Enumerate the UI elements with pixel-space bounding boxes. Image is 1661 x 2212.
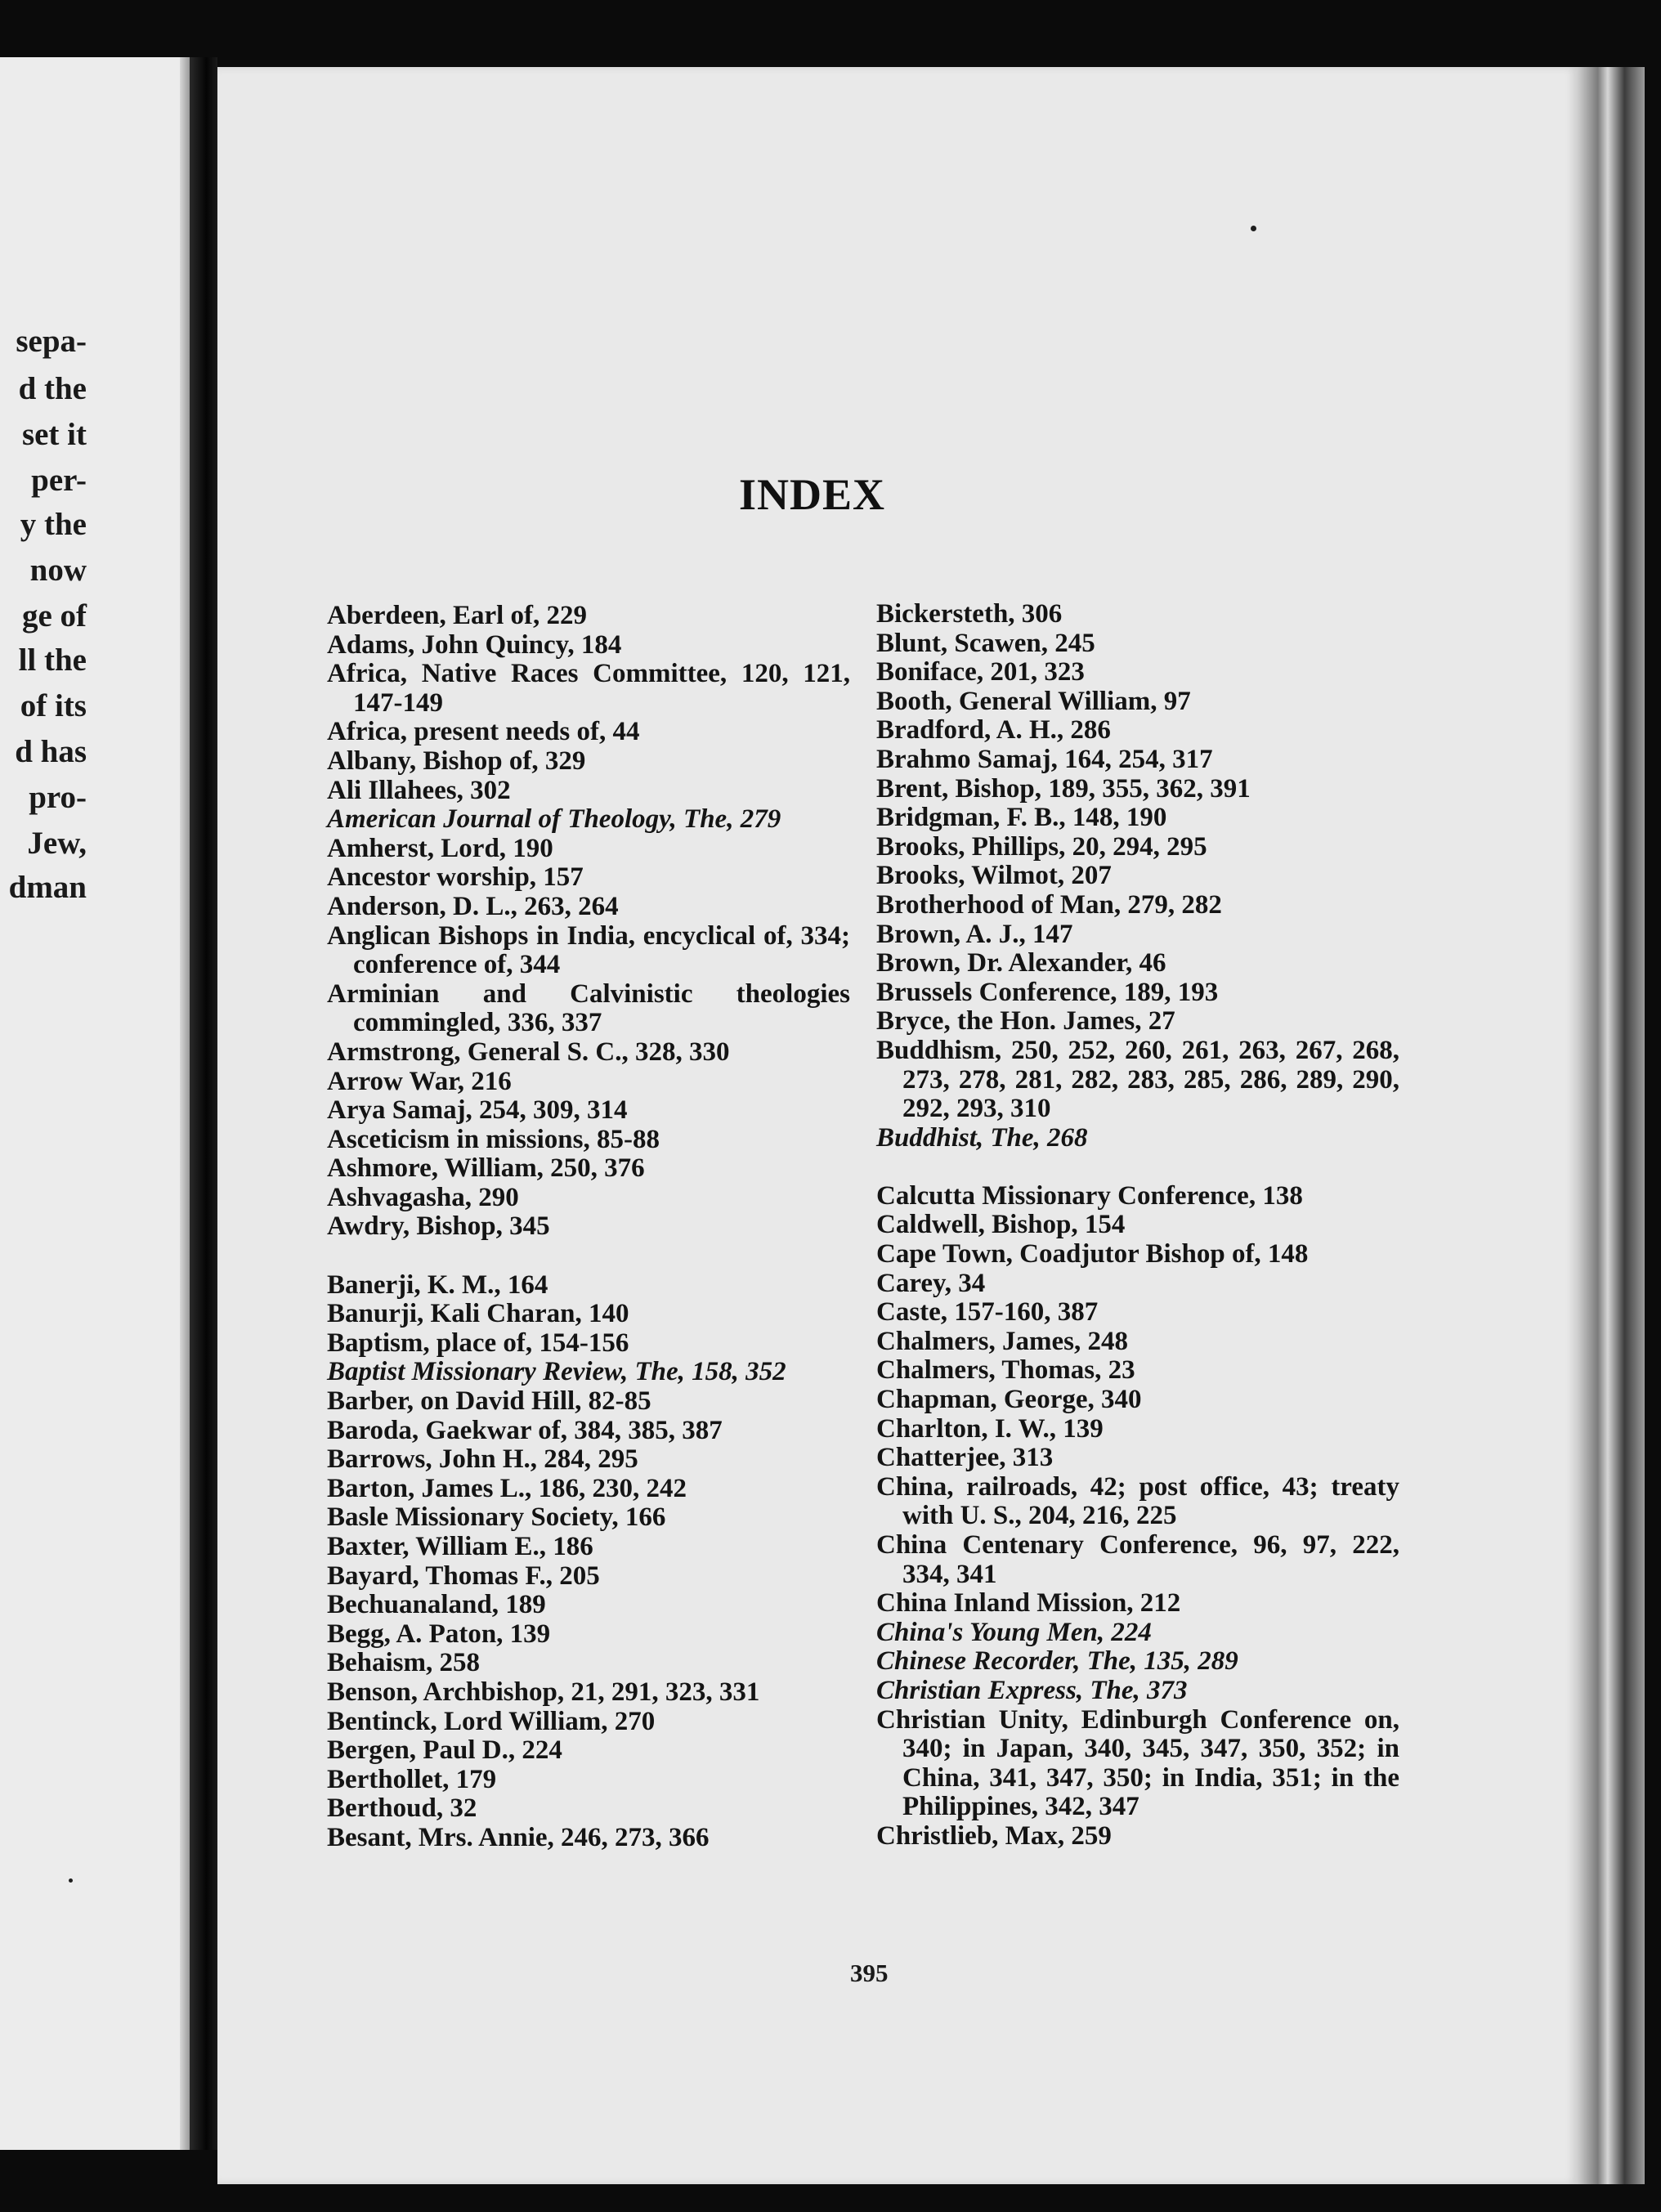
index-entry: Brotherhood of Man, 279, 282 [876, 889, 1222, 920]
index-entry: Benson, Archbishop, 21, 291, 323, 331 [327, 1677, 760, 1707]
index-entry: Caldwell, Bishop, 154 [876, 1210, 1126, 1240]
index-column-right [876, 600, 1399, 1852]
ink-speck [1251, 226, 1256, 231]
index-entry: Bickersteth, 306 [876, 599, 1063, 629]
index-entry: Bridgman, F. B., 148, 190 [876, 803, 1167, 833]
index-entry: China Inland Mission, 212 [876, 1588, 1181, 1619]
previous-page-line: sepa- [16, 324, 87, 359]
previous-page-line: ge of [21, 598, 87, 634]
index-entry: Booth, General William, 97 [876, 686, 1191, 716]
index-entry: Christian Unity, Edinburgh Conference on, 340; in Japan, 340, 345, 347, 350, 352; in China, 341, 347, 350; in India, 351; in the Philippines, 342, 347 [876, 1704, 1399, 1822]
index-entry: Africa, Native Races Committee, 120, 121, 147-149 [327, 659, 850, 718]
previous-page-line: y the [20, 507, 87, 542]
index-entry: Barber, on David Hill, 82-85 [327, 1386, 651, 1417]
index-entry: Amherst, Lord, 190 [327, 833, 553, 863]
index-entry: Bryce, the Hon. James, 27 [876, 1006, 1175, 1037]
index-entry: Banerji, K. M., 164 [327, 1269, 548, 1300]
index-entry: Arya Samaj, 254, 309, 314 [327, 1095, 628, 1126]
index-entry: Bergen, Paul D., 224 [327, 1735, 562, 1766]
index-entry: Ashmore, William, 250, 376 [327, 1153, 645, 1184]
index-entry: Brent, Bishop, 189, 355, 362, 391 [876, 773, 1251, 804]
index-entry: Baroda, Gaekwar of, 384, 385, 387 [327, 1415, 723, 1445]
index-entry: Bentinck, Lord William, 270 [327, 1706, 656, 1736]
index-entry: Ali Illahees, 302 [327, 775, 511, 805]
index-entry: Brooks, Wilmot, 207 [876, 861, 1112, 891]
index-entry: Anderson, D. L., 263, 264 [327, 891, 619, 921]
index-entry: Besant, Mrs. Annie, 246, 273, 366 [327, 1822, 710, 1852]
index-entry: Barrows, John H., 284, 295 [327, 1444, 638, 1475]
index-entry: Bradford, A. H., 286 [876, 715, 1111, 746]
index-entry: Brown, Dr. Alexander, 46 [876, 948, 1166, 978]
index-entry: Brooks, Phillips, 20, 294, 295 [876, 831, 1207, 862]
index-entry: Asceticism in missions, 85-88 [327, 1124, 660, 1154]
index-entry: Behaism, 258 [327, 1648, 481, 1678]
previous-page-line: pro- [29, 780, 87, 815]
index-entry: Baptism, place of, 154-156 [327, 1328, 629, 1358]
index-entry: Chinese Recorder, The, 135, 289 [876, 1646, 1238, 1677]
index-entry: Barton, James L., 186, 230, 242 [327, 1473, 687, 1503]
index-entry: Brahmo Samaj, 164, 254, 317 [876, 744, 1213, 774]
page-edge [1578, 67, 1645, 2184]
index-entry: American Journal of Theology, The, 279 [327, 804, 781, 835]
previous-page-line: d the [18, 371, 87, 406]
index-entry: Charlton, I. W., 139 [876, 1413, 1104, 1444]
index-entry: Armstrong, General S. C., 328, 330 [327, 1037, 730, 1067]
index-entry: Begg, A. Paton, 139 [327, 1619, 551, 1649]
index-entry: Chalmers, James, 248 [876, 1326, 1128, 1356]
page-title: INDEX [739, 470, 886, 519]
index-entry: Basle Missionary Society, 166 [327, 1502, 666, 1533]
index-entry: Blunt, Scawen, 245 [876, 628, 1095, 658]
previous-page-line: dman [8, 870, 87, 905]
index-entry: China, railroads, 42; post office, 43; treaty with U. S., 204, 216, 225 [876, 1471, 1399, 1531]
index-entry: Baptist Missionary Review, The, 158, 352 [327, 1357, 786, 1387]
ink-speck [69, 1878, 73, 1883]
index-entry: Christian Express, The, 373 [876, 1675, 1188, 1705]
index-entry: Brown, A. J., 147 [876, 919, 1073, 949]
index-entry: Albany, Bishop of, 329 [327, 746, 586, 776]
index-entry: China Centenary Conference, 96, 97, 222, 334, 341 [876, 1530, 1399, 1589]
previous-page-line: ll the [18, 643, 87, 678]
previous-page-line: set it [21, 417, 87, 452]
index-entry: Banurji, Kali Charan, 140 [327, 1299, 629, 1329]
index-entry: Aberdeen, Earl of, 229 [327, 601, 588, 630]
book-binding [190, 57, 217, 2150]
previous-page-line: d has [15, 734, 87, 769]
index-entry: Boniface, 201, 323 [876, 657, 1085, 687]
page-number: 395 [850, 1959, 889, 1987]
index-entry: Buddhism, 250, 252, 260, 261, 263, 267, 268, 273, 278, 281, 282, 283, 285, 286, 289, 290, 292, 293, 310 [876, 1035, 1399, 1124]
index-entry: Cape Town, Coadjutor Bishop of, 148 [876, 1239, 1309, 1269]
index-entry: Ancestor worship, 157 [327, 862, 584, 893]
index-entry: Buddhist, The, 268 [876, 1122, 1088, 1153]
previous-page-line: of its [20, 688, 87, 723]
index-entry: Arrow War, 216 [327, 1066, 512, 1096]
previous-page-line: now [29, 553, 87, 588]
index-entry: China's Young Men, 224 [876, 1617, 1152, 1647]
index-entry: Berthollet, 179 [327, 1764, 497, 1794]
index-entry: Chapman, George, 340 [876, 1385, 1142, 1415]
gutter-shadow [180, 57, 190, 2150]
index-entry: Africa, present needs of, 44 [327, 717, 640, 747]
index-entry: Bechuanaland, 189 [327, 1590, 546, 1620]
index-entry: Awdry, Bishop, 345 [327, 1211, 550, 1242]
index-entry: Carey, 34 [876, 1268, 986, 1298]
index-entry: Caste, 157-160, 387 [876, 1297, 1099, 1328]
index-entry: Berthoud, 32 [327, 1793, 477, 1824]
previous-page [0, 57, 190, 2150]
index-entry: Adams, John Quincy, 184 [327, 629, 622, 660]
index-entry: Christlieb, Max, 259 [876, 1820, 1112, 1851]
previous-page-line: Jew, [27, 826, 87, 861]
index-entry: Chalmers, Thomas, 23 [876, 1355, 1135, 1386]
index-entry: Arminian and Calvinistic theologies commingled, 336, 337 [327, 978, 850, 1038]
index-entry: Calcutta Missionary Conference, 138 [876, 1180, 1303, 1211]
index-entry: Ashvagasha, 290 [327, 1182, 519, 1212]
index-entry: Brussels Conference, 189, 193 [876, 977, 1219, 1007]
index-entry: Chatterjee, 313 [876, 1443, 1054, 1473]
index-entry: Baxter, William E., 186 [327, 1532, 593, 1561]
index-column-left [327, 602, 850, 1853]
index-entry: Anglican Bishops in India, encyclical of, 334; conference of, 344 [327, 920, 850, 980]
index-entry: Bayard, Thomas F., 205 [327, 1560, 600, 1591]
previous-page-line: per- [31, 463, 87, 498]
